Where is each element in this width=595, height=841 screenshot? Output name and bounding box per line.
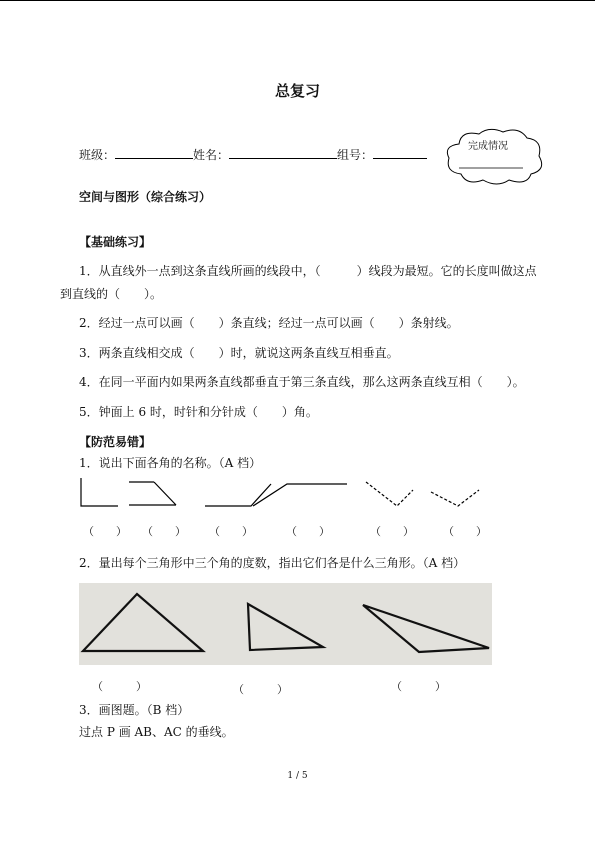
errors-q3: 3．画图题。（B 档） bbox=[79, 703, 190, 717]
cloud-text: 完成情况 bbox=[468, 141, 508, 152]
basic-q1-line1: 1．从直线外一点到这条直线所画的线段中，（ ）线段为最短。它的长度叫做这点 bbox=[79, 264, 537, 278]
errors-q3-text: 过点 P 画 AB、AC 的垂线。 bbox=[79, 725, 234, 739]
errors-q2: 2．量出每个三角形中三个角的度数，指出它们各是什么三角形。（A 档） bbox=[79, 556, 466, 570]
page-title: 总复习 bbox=[274, 82, 320, 100]
name-label: 姓名： bbox=[193, 148, 230, 162]
section-subtitle: 空间与图形（综合练习） bbox=[79, 190, 212, 204]
errors-q1: 1．说出下面各角的名称。（A 档） bbox=[79, 456, 262, 470]
angle-blank-1[interactable]: （ ） bbox=[83, 525, 127, 538]
angle-blank-3[interactable]: （ ） bbox=[209, 525, 253, 538]
triangle-blank-1[interactable]: （ ） bbox=[92, 680, 147, 693]
obtuse-triangle bbox=[363, 605, 489, 652]
basic-heading: 【基础练习】 bbox=[79, 235, 152, 249]
triangle-blank-2[interactable]: （ ） bbox=[233, 683, 288, 696]
basic-q4: 4．在同一平面内如果两条直线都垂直于第三条直线，那么这两条直线互相（ ）。 bbox=[79, 375, 525, 389]
group-label: 组号： bbox=[337, 148, 374, 162]
triangle-figures bbox=[79, 583, 492, 665]
page-number: 1 / 5 bbox=[287, 771, 308, 781]
basic-q5: 5．钟面上 6 时，时针和分针成（ ）角。 bbox=[79, 405, 318, 419]
errors-heading: 【防范易错】 bbox=[79, 435, 152, 449]
angle-blank-5[interactable]: （ ） bbox=[370, 525, 414, 538]
basic-q2: 2．经过一点可以画（ ）条直线；经过一点可以画（ ）条射线。 bbox=[79, 316, 459, 330]
triangle-blank-3[interactable]: （ ） bbox=[391, 680, 446, 693]
basic-q3: 3．两条直线相交成（ ）时，就说这两条直线互相垂直。 bbox=[79, 346, 399, 360]
angle-blank-6[interactable]: （ ） bbox=[443, 525, 487, 538]
class-label: 班级： bbox=[79, 148, 116, 162]
angle-blank-2[interactable]: （ ） bbox=[142, 525, 186, 538]
right-angle-figure bbox=[81, 478, 118, 506]
angle-blank-4[interactable]: （ ） bbox=[286, 525, 330, 538]
right-triangle bbox=[248, 604, 323, 650]
basic-q1-line2: 到直线的（ ）。 bbox=[60, 287, 163, 301]
acute-triangle bbox=[83, 594, 203, 651]
